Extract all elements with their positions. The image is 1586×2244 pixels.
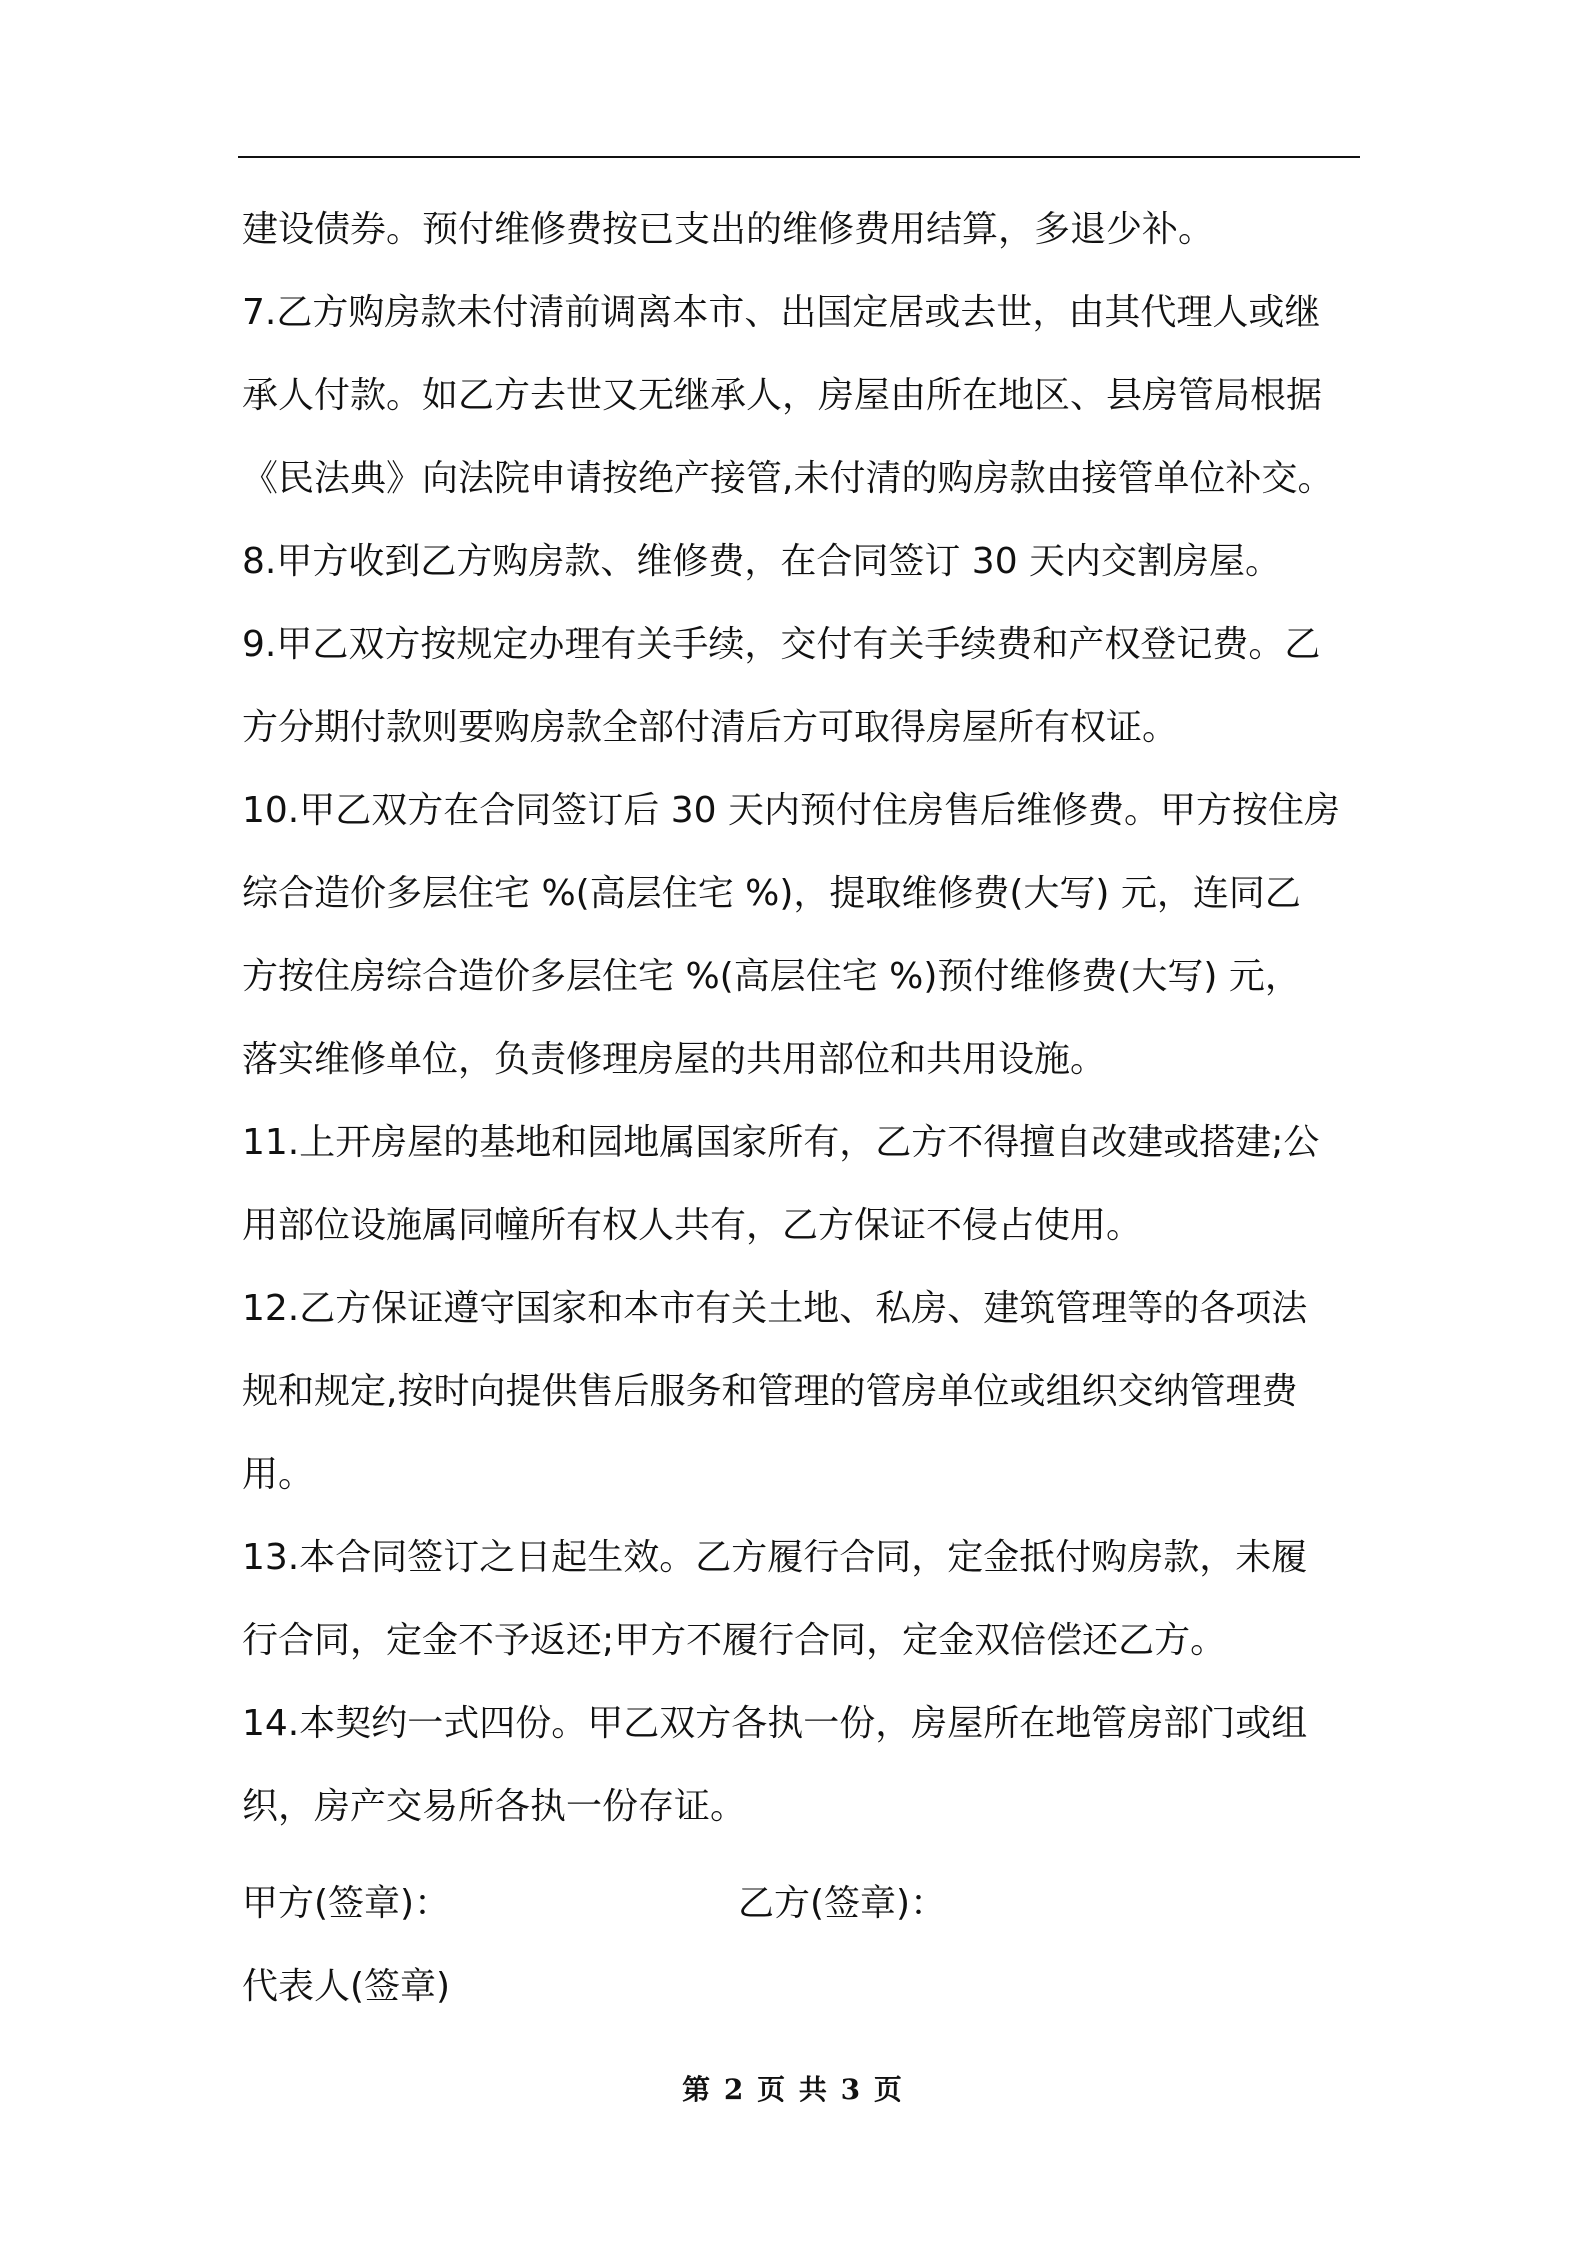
header-rule	[238, 156, 1360, 158]
text-line: 11.上开房屋的基地和园地属国家所有，乙方不得擅自改建或搭建;公	[242, 1122, 1320, 1163]
text-line: 建设债券。预付维修费按已支出的维修费用结算，多退少补。	[242, 209, 1215, 250]
text-line: 方分期付款则要购房款全部付清后方可取得房屋所有权证。	[242, 707, 1179, 748]
text-line: 落实维修单位，负责修理房屋的共用部位和共用设施。	[242, 1039, 1107, 1080]
text-line: 7.乙方购房款未付清前调离本市、出国定居或去世，由其代理人或继	[242, 292, 1321, 333]
text-line: 13.本合同签订之日起生效。乙方履行合同，定金抵付购房款，未履	[242, 1537, 1308, 1578]
text-line: 用部位设施属同幢所有权人共有，乙方保证不侵占使用。	[242, 1205, 1143, 1246]
text-line: 用。	[242, 1454, 315, 1495]
representative-row	[242, 1945, 1360, 2028]
text-line: 综合造价多层住宅 %(高层住宅 %)，提取维修费(大写) 元，连同乙	[242, 873, 1301, 914]
text-line: 方按住房综合造价多层住宅 %(高层住宅 %)预付维修费(大写) 元，	[242, 956, 1301, 997]
text-line: 12.乙方保证遵守国家和本市有关土地、私房、建筑管理等的各项法	[242, 1288, 1308, 1329]
text-line: 规和规定,按时向提供售后服务和管理的管房单位或组织交纳管理费	[242, 1371, 1298, 1412]
contract-body	[242, 188, 1360, 1848]
text-line: 织，房产交易所各执一份存证。	[242, 1786, 747, 1827]
text-line: 10.甲乙双方在合同签订后 30 天内预付住房售后维修费。甲方按住房	[242, 790, 1340, 831]
signature-block	[242, 1862, 1360, 2028]
representative-signature: 代表人(签章)	[242, 1966, 451, 2007]
text-line: 行合同，定金不予返还;甲方不履行合同，定金双倍偿还乙方。	[242, 1620, 1227, 1661]
party-a-signature: 甲方(签章)：	[242, 1883, 451, 1924]
text-line: 14.本契约一式四份。甲乙双方各执一份，房屋所在地管房部门或组	[242, 1703, 1308, 1744]
text-line: 《民法典》向法院申请按绝产接管,未付清的购房款由接管单位补交。	[242, 458, 1334, 499]
text-line: 9.甲乙双方按规定办理有关手续，交付有关手续费和产权登记费。乙	[242, 624, 1321, 665]
signature-row	[242, 1862, 1360, 1945]
text-line: 承人付款。如乙方去世又无继承人，房屋由所在地区、县房管局根据	[242, 375, 1323, 416]
text-line: 8.甲方收到乙方购房款、维修费，在合同签订 30 天内交割房屋。	[242, 541, 1282, 582]
page-number: 第 2 页 共 3 页	[682, 2073, 904, 2106]
party-b-signature: 乙方(签章)：	[738, 1883, 947, 1924]
